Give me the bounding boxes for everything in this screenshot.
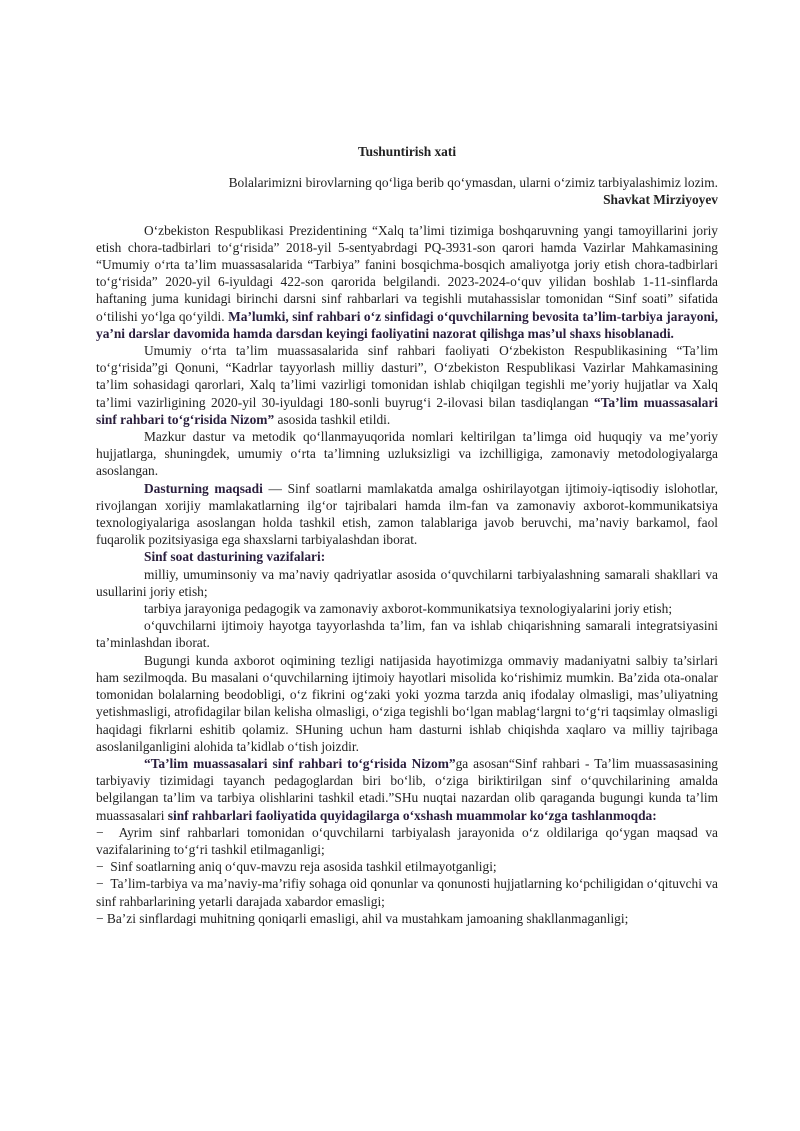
paragraph-10-text: ga asosan“Sinf rahbari - Ta’lim muassasasining tarbiyaviy tizimidagi tayanch pedagoglardan biri bo‘lib, o‘ziga biriktirilgan sinf o‘quvchilarining amalda belgilangan ta’lim va tarbiya olishlarini tashkil etadi.”SHu nuqtai nazardan olib qaraganda bugungi kunda ta’lim muassasalari	[96, 755, 719, 823]
dash-marker: −	[96, 910, 104, 926]
problem-item-3	[96, 875, 718, 909]
problem-item-1-text: Ayrim sinf rahbarlari tomonidan o‘quvchilarni tarbiyalash jarayonida o‘z oldilariga qo‘ygan maqsad va vazifalarining to‘g‘ri tashkil etilmaganligi;	[96, 824, 718, 857]
paragraph-4-bold: Dasturning maqsadi	[144, 480, 263, 496]
dash-marker: −	[96, 876, 104, 892]
epigraph: Bolalarimizni birovlarning qo‘liga berib qo‘ymasdan, ularni o‘zimiz tarbiyalashimiz lozim.	[228, 175, 718, 191]
paragraph-2-bold: “Ta’lim muassasalari sinf rahbari to‘g‘risida Nizom”	[96, 394, 718, 427]
paragraph-4-text: — Sinf soatlarni mamlakatda amalga oshirilayotgan ijtimoiy-iqtisodiy islohotlar, rivojlangan xorijiy mamlakatlarning ilg‘or tajribalari hamda ilm-fan va zamonaviy axborot-kommunikatsiya texnologiyalariga asoslangan holda tashkil etish, zamon talablariga javob beruvchi, ma’naviy barkamol, faol fuqarolik pozitsiyasiga ega shaxslarni tarbiyalashdan iborat.	[96, 480, 718, 548]
problem-item-2-text: Sinf soatlarning aniq o‘quv-mavzu reja asosida tashkil etilmayotganligi;	[110, 859, 497, 875]
tasks-heading: Sinf soat dasturining vazifalari:	[144, 549, 326, 565]
problem-item-2	[96, 858, 718, 875]
task-2: tarbiya jarayoniga pedagogik va zamonaviy axborot-kommunikatsiya texnologiyalarini joriy etish;	[144, 601, 673, 617]
paragraph-2-tail: asosida tashkil etildi.	[277, 411, 391, 427]
paragraph-10-bold-tail: sinf rahbarlari faoliyatida quyidagilarga o‘xshash muammolar ko‘zga tashlanmoqda:	[167, 807, 657, 823]
paragraph-3: Mazkur dastur va metodik qo‘llanmayuqorida nomlari keltirilgan ta’limga oid huquqiy va me’yoriy hujjatlarga, shuningdek, umumiy o‘rta ta’limning uzluksizligi va izchilligiga, zamonaviy metodologiyalarga asoslangan.	[96, 429, 718, 479]
problem-item-4	[96, 910, 718, 927]
problem-item-3-text: Ta’lim-tarbiya va ma’naviy-ma’rifiy sohaga oid qonunlar va qonunosti hujjatlarning ko‘pchiligidan o‘qituvchi va sinf rahbarlarining yetarli darajada xabardor emasligi;	[96, 876, 719, 909]
paragraph-1	[96, 222, 718, 342]
paragraph-10-bold: “Ta’lim muassasalari sinf rahbari to‘g‘risida Nizom”	[144, 755, 456, 771]
paragraph-10	[96, 755, 718, 824]
dash-marker: −	[96, 824, 104, 840]
paragraph-2-text: Umumiy o‘rta ta’lim muassasalarida sinf rahbari faoliyati O‘zbekiston Respublikasining “Ta’lim to‘g‘risida”gi Qonuni, “Kadrlar tayyorlash milliy dasturi”, O‘zbekiston Respublikasi Vazirlar Mahkamasining ta’lim sohasidagi qarorlari, Xalq ta’limi vazirligi tomonidan ishlab chiqilgan tegishli me’yoriy hujjatlar va Xalq ta’limi vazirligining 2020-yil 30-iyuldagi 180-sonli buyrug‘i 2-ilovasi bilan tasdiqlangan	[96, 343, 718, 410]
task-3: o‘quvchilarni ijtimoiy hayotga tayyorlashda ta’lim, fan va ishlab chiqarishning samarali integratsiyasini ta’minlashdan iborat.	[96, 618, 718, 651]
paragraph-9: Bugungi kunda axborot oqimining tezligi natijasida hayotimizga ommaviy madaniyatni salbiy ta’sirlari ham sezilmoqda. Bu masalani o‘quvchilarning ijtimoiy hayotlari misolida ko‘rishimiz mumkin. Ba’zida ota-onalar tomonidan bolalarning beodobligi, o‘z fikrini og‘zaki yoki yozma tarzda aniq ifodalay olmasligi, mas’uliyatning yetishmasligi, atrofidagilar bilan kelisha olmasligi, o‘ziga tegishli bo‘lgan mablag‘largni to‘g‘ri taqsimlay olmasligi haqidagi fikrlarni eshitib qolamiz. SHuning uchun ham dasturni ishlab chiqishda xaqlaro va milliy tajribaga asoslanilganligini alohida ta’kidlab o‘tish joizdir.	[96, 652, 718, 754]
paragraph-4	[96, 480, 718, 549]
problem-item-1	[96, 824, 718, 858]
document-page	[96, 143, 718, 927]
dash-marker: −	[96, 859, 104, 875]
paragraph-1-bold: Ma’lumki, sinf rahbari o‘z sinfidagi o‘quvchilarning bevosita ta’lim-tarbiya jarayoni, ya’ni darslar davomida hamda darsdan keyingi faoliyatini nazorat qilishga mas’ul shaxs hisoblanadi.	[96, 308, 718, 341]
epigraph-author: Shavkat Mirziyoyev	[603, 192, 718, 208]
problem-item-4-text: Ba’zi sinflardagi muhitning qoniqarli emasligi, ahil va mustahkam jamoaning shakllanmaganligi;	[106, 910, 629, 926]
document-title: Tushuntirish xati	[357, 144, 457, 159]
paragraph-2	[96, 342, 718, 428]
paragraph-1-text: O‘zbekiston Respublikasi Prezidentining “Xalq ta’limi tizimiga boshqaruvning yangi tamoyillarini joriy etish chora-tadbirlari to‘g‘risida” 2018-yil 5-sentyabrdagi PQ-3931-son qarori hamda Vazirlar Mahkamasining “Umumiy o‘rta ta’lim muassasalarida “Tarbiya” fanini bosqichma-bosqich amaliyotga joriy etish chora-tadbirlari to‘g‘risida” 2020-yil 6-iyuldagi 422-son qarorida belgilandi. 2023-2024-o‘quv yilidan boshlab 1-11-sinflarda haftaning juma kunidagi birinchi darsni sinf rahbarlari va tegishli mutahassislar tomonidan “Sinf soati” sifatida o‘tilishi yo‘lga qo‘yildi.	[96, 222, 718, 324]
task-1: milliy, umuminsoniy va ma’naviy qadriyatlar asosida o‘quvchilarni tarbiyalashning samarali shakllari va usullarini joriy etish;	[96, 566, 718, 599]
